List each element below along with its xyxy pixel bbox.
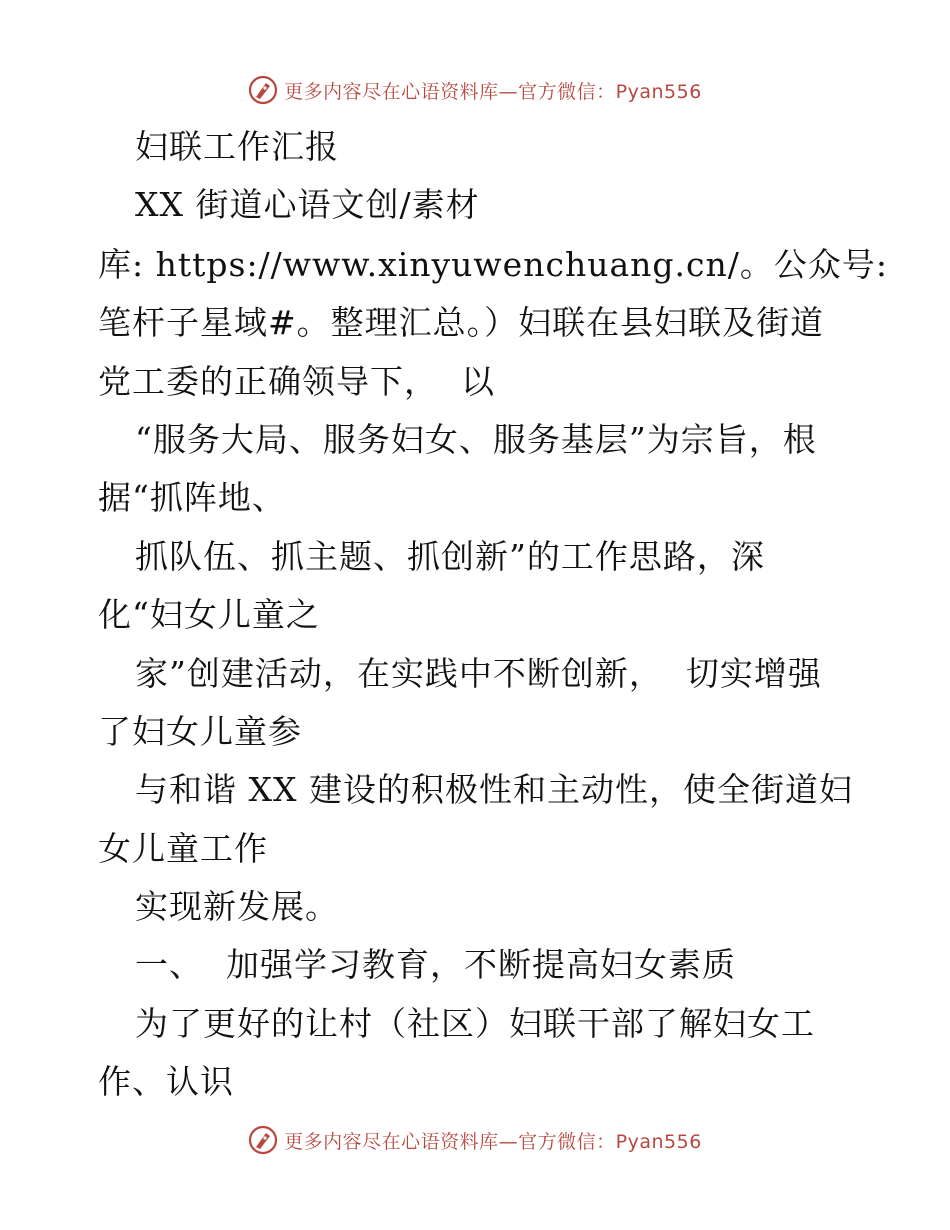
doc-line: 作、认识 bbox=[98, 1062, 234, 1101]
doc-title: 妇联工作汇报 bbox=[135, 127, 339, 166]
doc-line: 据“抓阵地、 bbox=[98, 478, 286, 517]
doc-line: 党工委的正确领导下， 以 bbox=[98, 362, 495, 401]
pen-nib-logo-icon bbox=[248, 75, 278, 105]
footer-banner-text: 更多内容尽在心语资料库—官方微信：Pyan556 bbox=[284, 1130, 702, 1153]
doc-line: 实现新发展。 bbox=[135, 887, 339, 926]
pen-nib-logo-icon bbox=[248, 1125, 278, 1155]
doc-line: 为了更好的让村（社区）妇联干部了解妇女工 bbox=[135, 1004, 815, 1043]
doc-line: 了妇女儿童参 bbox=[98, 712, 302, 751]
doc-line: 家”创建活动，在实践中不断创新， 切实增强 bbox=[135, 654, 822, 693]
section-heading: 一、 加强学习教育，不断提高妇女素质 bbox=[135, 945, 736, 984]
doc-line: 女儿童工作 bbox=[98, 829, 268, 868]
doc-line: 笔杆子星域#。整理汇总。）妇联在县妇联及街道 bbox=[98, 303, 825, 342]
doc-line: “服务大局、服务妇女、服务基层”为宗旨，根 bbox=[135, 420, 817, 459]
doc-line: 化“妇女儿童之 bbox=[98, 595, 320, 634]
doc-line: 与和谐 XX 建设的积极性和主动性，使全街道妇 bbox=[135, 770, 853, 809]
doc-line: XX 街道心语文创/素材 bbox=[135, 185, 480, 224]
doc-line: 库: https://www.xinyuwenchuang.cn/。公众号: bbox=[98, 245, 888, 284]
header-banner-text: 更多内容尽在心语资料库—官方微信：Pyan556 bbox=[284, 80, 702, 103]
footer-banner bbox=[0, 1120, 950, 1160]
header-banner bbox=[0, 70, 950, 110]
doc-line: 抓队伍、抓主题、抓创新”的工作思路，深 bbox=[135, 537, 765, 576]
